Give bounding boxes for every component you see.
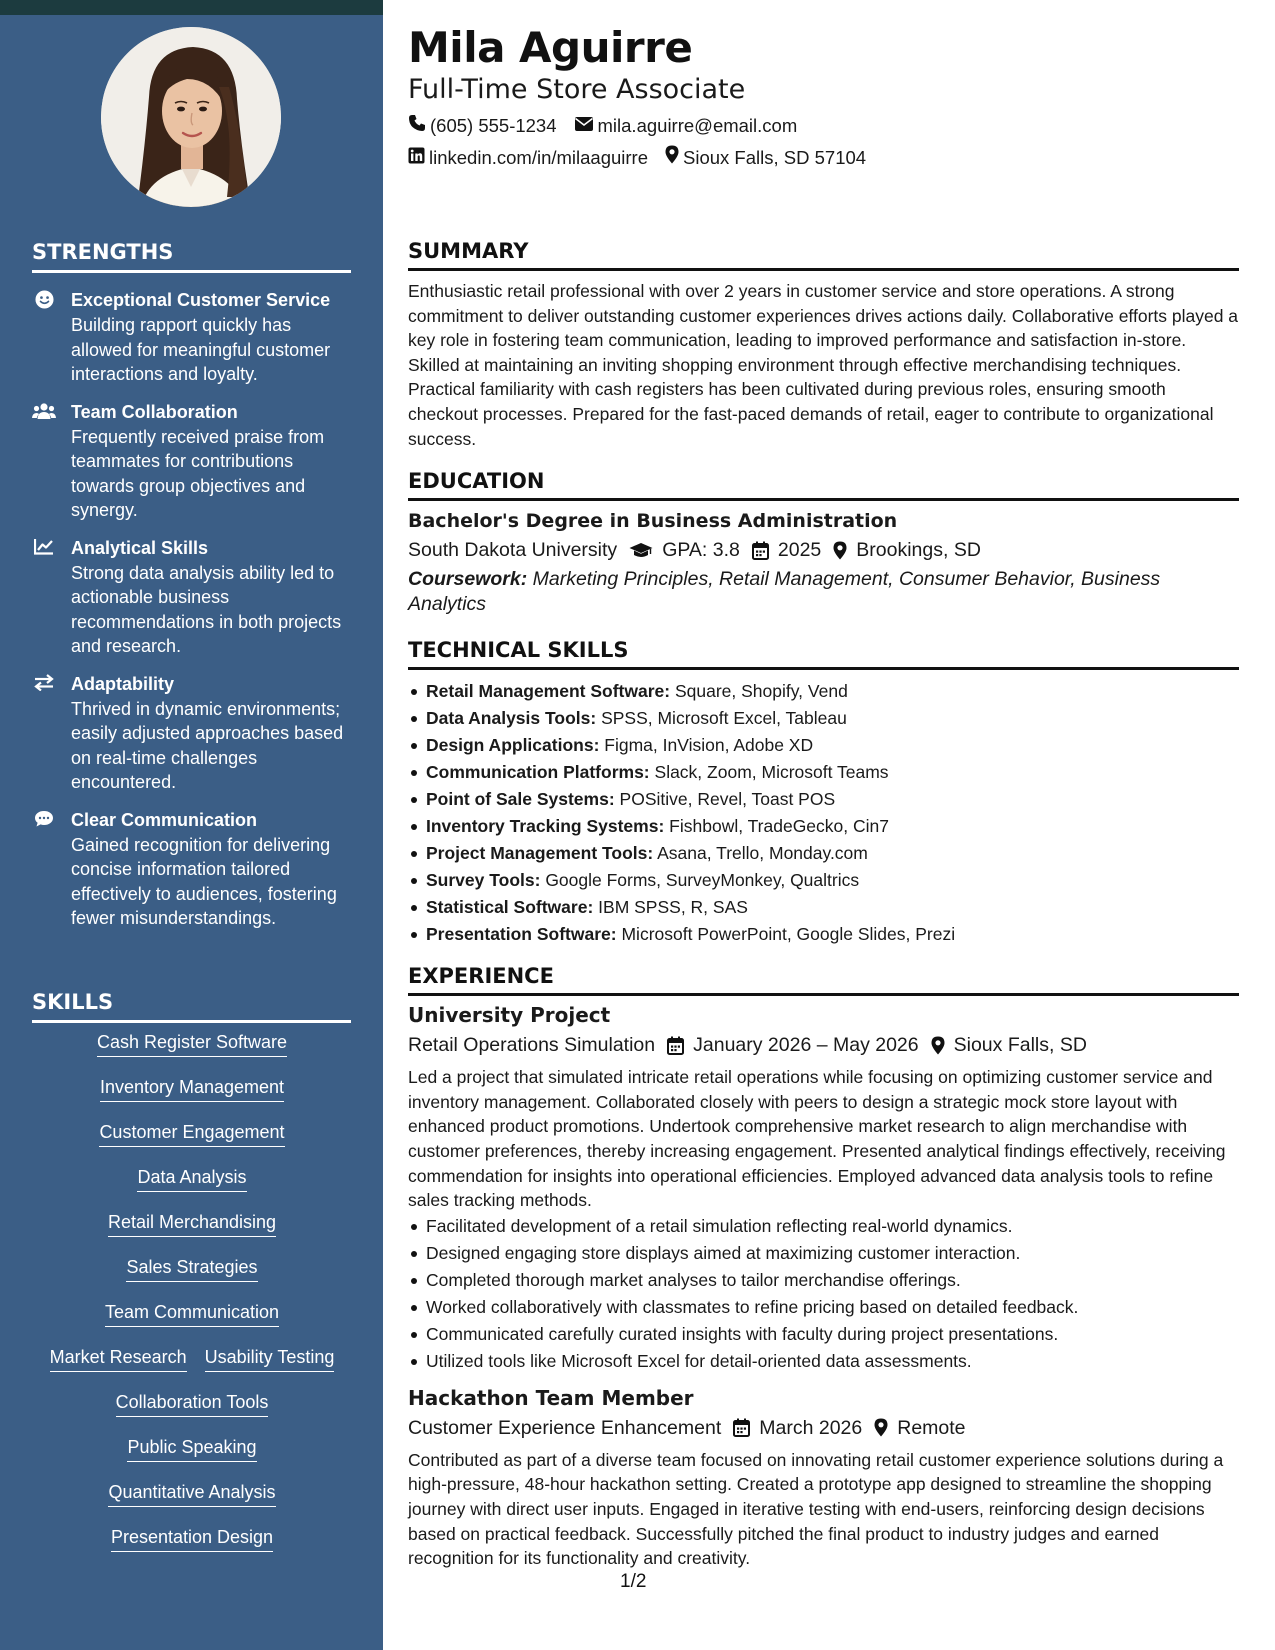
skill-tag: Sales Strategies bbox=[126, 1255, 257, 1282]
map-pin-icon bbox=[931, 1036, 945, 1055]
email-text: mila.aguirre@email.com bbox=[597, 115, 798, 136]
strength-description: Frequently received praise from teammates for contributions towards group objectives and synergy. bbox=[71, 426, 325, 520]
strength-item bbox=[32, 671, 352, 795]
skill-category: Inventory Tracking Systems: bbox=[426, 816, 665, 837]
sidebar-top-bar bbox=[0, 0, 383, 15]
skill-category: Statistical Software: bbox=[426, 897, 594, 918]
skill-category: Survey Tools: bbox=[426, 870, 541, 891]
contact-line bbox=[408, 143, 1239, 173]
skill-category: Design Applications: bbox=[426, 735, 600, 756]
skill-tag: Collaboration Tools bbox=[116, 1390, 269, 1417]
experience-entry bbox=[408, 1383, 1239, 1571]
coursework bbox=[408, 567, 1239, 616]
list-item bbox=[408, 894, 1239, 921]
gpa-text: GPA: 3.8 bbox=[662, 539, 740, 562]
skill-tag: Data Analysis bbox=[137, 1165, 246, 1192]
list-item bbox=[408, 813, 1239, 840]
graduation-cap-icon bbox=[629, 542, 653, 559]
list-item bbox=[408, 678, 1239, 705]
calendar-icon bbox=[667, 1036, 684, 1055]
strength-title: Team Collaboration bbox=[71, 401, 238, 422]
list-item bbox=[408, 840, 1239, 867]
calendar-icon bbox=[752, 541, 769, 560]
list-item bbox=[408, 867, 1239, 894]
strength-description: Building rapport quickly has allowed for meaningful customer interactions and loyalty. bbox=[71, 315, 331, 384]
list-item: Completed thorough market analyses to tailor merchandise offerings. bbox=[408, 1267, 1239, 1294]
skill-values: Square, Shopify, Vend bbox=[674, 681, 848, 702]
coursework-list: Marketing Principles, Retail Management, Consumer Behavior, Business Analytics bbox=[408, 568, 1161, 615]
list-item bbox=[408, 705, 1239, 732]
experience-description: Led a project that simulated intricate retail operations while focusing on optimizing customer service and inventory management. Collaborated closely with peers to design a strategic mock store layout with enhanced product promotions. Undertook comprehensive market research to align merchandise with customer preferences, thereby increasing engagement. Presented analytical findings effectively, receiving commendation for insights into operational efficiencies. Employed advanced data analysis tools to refine sales tracking methods. bbox=[408, 1067, 1226, 1211]
skill-tag: Retail Merchandising bbox=[108, 1210, 276, 1237]
skill-values: POSitive, Revel, Toast POS bbox=[619, 789, 836, 810]
skill-tag: Team Communication bbox=[105, 1300, 279, 1327]
strength-title: Clear Communication bbox=[71, 809, 258, 830]
education-heading: EDUCATION bbox=[408, 467, 1239, 501]
experience-heading: EXPERIENCE bbox=[408, 962, 1239, 996]
strength-item bbox=[32, 807, 352, 931]
summary-text: Enthusiastic retail professional with over 2 years in customer service and store operations. A strong commitment to deliver outstanding customer experiences drives actions daily. Collaborative efforts played a key role in fostering team communication, leading to improved performance and satisfaction in-store. Skilled at maintaining an inviting shopping environment through effective merchandising techniques. Practical familiarity with cash registers has been cultivated during previous roles, ensuring smooth checkout processes. Prepared for the fast-paced demands of retail, eager to contribute to organizational success. bbox=[408, 281, 1239, 449]
avatar bbox=[101, 27, 281, 207]
skill-values: IBM SPSS, R, SAS bbox=[598, 897, 748, 918]
experience-role: Customer Experience Enhancement bbox=[408, 1416, 722, 1439]
list-item: Communicated carefully curated insights with faculty during project presentations. bbox=[408, 1321, 1239, 1348]
experience-description: Contributed as part of a diverse team focused on innovating retail customer experience solutions during a high-pressure, 48-hour hackathon setting. Created a prototype app designed to streamline the shopping journey with direct user inputs. Engaged in iterative testing with end-users, reinforcing design decisions based on practical feedback. Successfully pitched the final product to industry judges and earned recognition for its functionality and creativity. bbox=[408, 1449, 1224, 1569]
main-content bbox=[408, 20, 1239, 1571]
chart-line-icon bbox=[32, 536, 56, 558]
list-item bbox=[408, 786, 1239, 813]
map-pin-icon bbox=[665, 143, 683, 173]
experience-organization: Hackathon Team Member bbox=[408, 1385, 694, 1410]
skills-heading: SKILLS bbox=[32, 990, 351, 1023]
skills-list bbox=[32, 1030, 352, 1570]
skill-tag: Cash Register Software bbox=[97, 1030, 287, 1057]
school-name: South Dakota University bbox=[408, 539, 618, 562]
calendar-icon bbox=[733, 1418, 750, 1437]
strength-description: Gained recognition for delivering concise information tailored effectively to audiences, fostering fewer misunderstandings. bbox=[71, 834, 337, 928]
skill-category: Project Management Tools: bbox=[426, 843, 654, 864]
skill-values: Fishbowl, TradeGecko, Cin7 bbox=[669, 816, 889, 837]
technical-skills-list bbox=[408, 678, 1239, 948]
degree-title: Bachelor's Degree in Business Administration bbox=[408, 510, 898, 533]
strength-title: Analytical Skills bbox=[71, 537, 209, 558]
phone-contact bbox=[408, 111, 557, 141]
page-number: 1/2 bbox=[620, 1571, 647, 1592]
map-pin-icon bbox=[833, 541, 847, 560]
phone-text: (605) 555-1234 bbox=[430, 115, 557, 136]
strength-item bbox=[32, 535, 352, 659]
email-contact bbox=[574, 111, 798, 141]
job-title: Full-Time Store Associate bbox=[408, 74, 746, 105]
exchange-icon bbox=[32, 672, 56, 694]
skill-tag: Market Research bbox=[50, 1345, 187, 1372]
strengths-heading: STRENGTHS bbox=[32, 240, 351, 273]
strength-item bbox=[32, 287, 352, 387]
strength-title: Exceptional Customer Service bbox=[71, 290, 331, 310]
experience-role: Retail Operations Simulation bbox=[408, 1034, 656, 1057]
sidebar bbox=[0, 0, 383, 1650]
smile-icon bbox=[32, 288, 56, 310]
list-item: Utilized tools like Microsoft Excel for detail-oriented data assessments. bbox=[408, 1348, 1239, 1375]
graduation-year: 2025 bbox=[777, 539, 822, 562]
skill-values: SPSS, Microsoft Excel, Tableau bbox=[601, 708, 847, 729]
skill-tag: Customer Engagement bbox=[99, 1120, 284, 1147]
summary-heading: SUMMARY bbox=[408, 237, 1239, 271]
linkedin-contact bbox=[408, 143, 648, 173]
skill-values: Microsoft PowerPoint, Google Slides, Prezi bbox=[621, 924, 956, 945]
skill-tag: Quantitative Analysis bbox=[108, 1480, 275, 1507]
strength-item bbox=[32, 399, 352, 523]
experience-dates: January 2026 – May 2026 bbox=[693, 1034, 919, 1057]
comment-icon bbox=[32, 808, 56, 830]
phone-icon bbox=[408, 111, 430, 141]
skill-tag: Public Speaking bbox=[127, 1435, 256, 1462]
list-item: Designed engaging store displays aimed at maximizing customer interaction. bbox=[408, 1240, 1239, 1267]
strength-description: Thrived in dynamic environments; easily adjusted approaches based on real-time challenges encountered. bbox=[71, 698, 344, 792]
skill-category: Retail Management Software: bbox=[426, 681, 671, 702]
list-item: Facilitated development of a retail simulation reflecting real-world dynamics. bbox=[408, 1213, 1239, 1240]
linkedin-text: linkedin.com/in/milaaguirre bbox=[429, 147, 649, 168]
education-meta bbox=[408, 535, 1239, 565]
skill-tag: Presentation Design bbox=[111, 1525, 273, 1552]
candidate-name: Mila Aguirre bbox=[408, 23, 693, 72]
skill-tag: Inventory Management bbox=[100, 1075, 284, 1102]
skill-category: Communication Platforms: bbox=[426, 762, 650, 783]
skill-values: Figma, InVision, Adobe XD bbox=[604, 735, 814, 756]
experience-bullets bbox=[408, 1213, 1239, 1375]
strength-description: Strong data analysis ability led to actionable business recommendations in both projects and research. bbox=[71, 562, 342, 656]
location-contact bbox=[665, 143, 866, 173]
skill-values: Slack, Zoom, Microsoft Teams bbox=[654, 762, 889, 783]
school-location: Brookings, SD bbox=[856, 539, 981, 562]
experience-organization: University Project bbox=[408, 1003, 611, 1028]
list-item bbox=[408, 759, 1239, 786]
list-item bbox=[408, 921, 1239, 948]
experience-meta bbox=[408, 1413, 1239, 1443]
coursework-label: Coursework: bbox=[408, 568, 528, 591]
users-icon bbox=[32, 400, 56, 422]
list-item bbox=[408, 732, 1239, 759]
contact-line bbox=[408, 111, 1239, 141]
envelope-icon bbox=[574, 111, 598, 141]
skill-values: Asana, Trello, Monday.com bbox=[657, 843, 868, 864]
experience-meta bbox=[408, 1030, 1239, 1060]
strengths-list bbox=[32, 287, 352, 943]
location-text: Sioux Falls, SD 57104 bbox=[683, 147, 867, 168]
linkedin-icon bbox=[408, 143, 429, 173]
strength-title: Adaptability bbox=[71, 673, 175, 694]
skill-category: Point of Sale Systems: bbox=[426, 789, 615, 810]
skill-category: Presentation Software: bbox=[426, 924, 617, 945]
experience-dates: March 2026 bbox=[759, 1416, 863, 1439]
skill-values: Google Forms, SurveyMonkey, Qualtrics bbox=[545, 870, 860, 891]
skill-tag: Usability Testing bbox=[205, 1345, 335, 1372]
technical-skills-heading: TECHNICAL SKILLS bbox=[408, 636, 1239, 670]
experience-location: Remote bbox=[897, 1416, 966, 1439]
map-pin-icon bbox=[874, 1418, 888, 1437]
experience-location: Sioux Falls, SD bbox=[953, 1034, 1087, 1057]
list-item: Worked collaboratively with classmates to refine pricing based on detailed feedback. bbox=[408, 1294, 1239, 1321]
experience-entry bbox=[408, 1000, 1239, 1375]
skill-category: Data Analysis Tools: bbox=[426, 708, 597, 729]
